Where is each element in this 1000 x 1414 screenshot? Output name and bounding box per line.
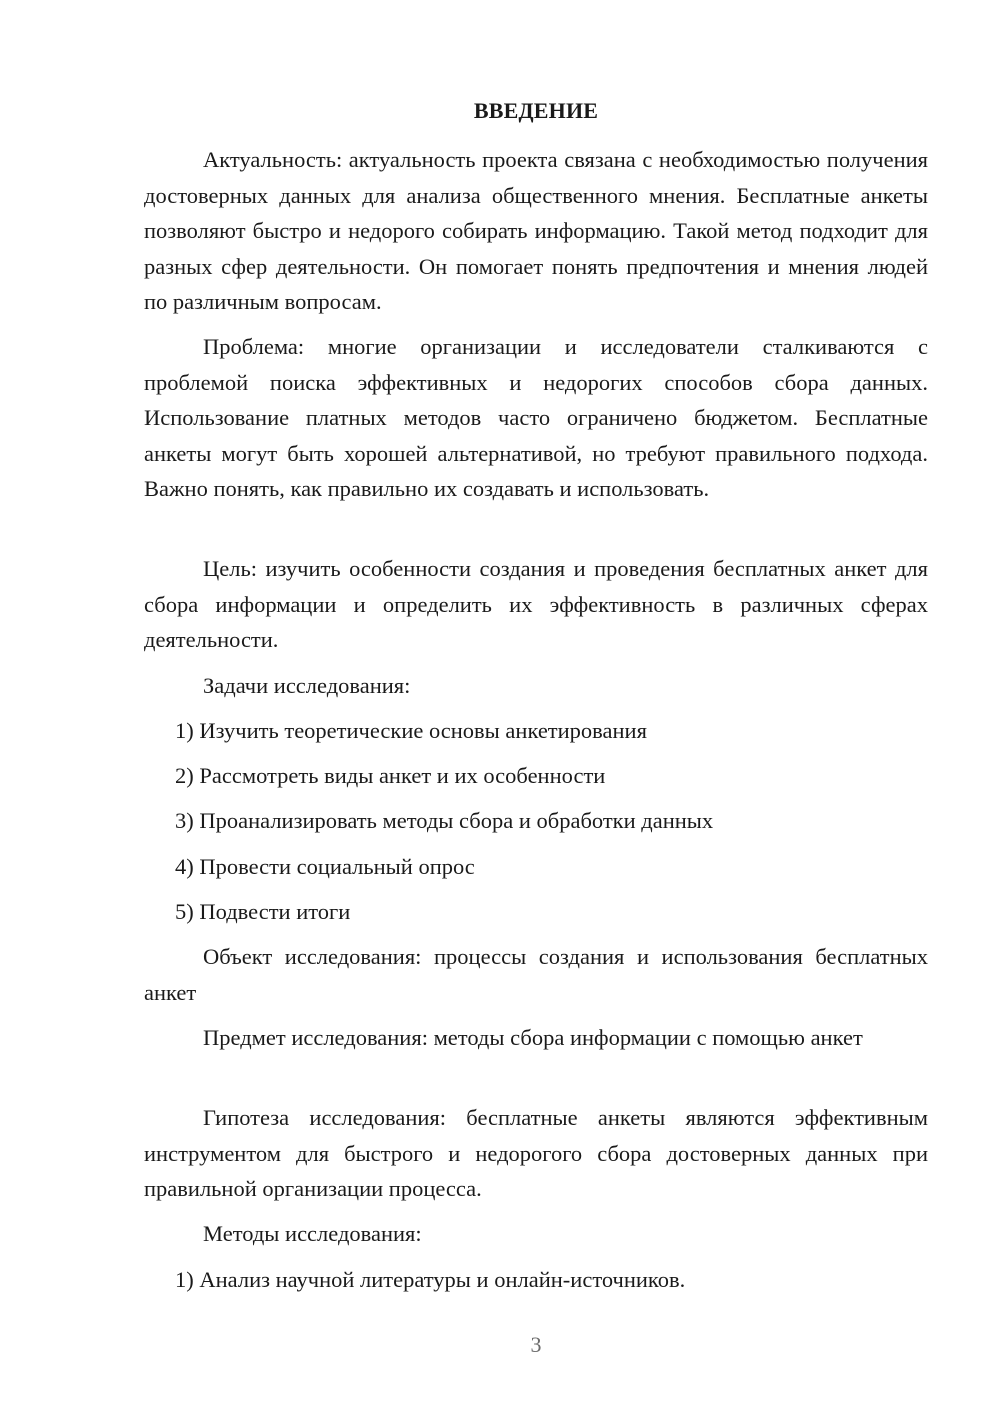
task-item-5: 5) Подвести итоги <box>175 899 351 924</box>
tasks-heading: Задачи исследования: <box>203 673 411 698</box>
page-number: 3 <box>530 1332 542 1357</box>
methods-heading: Методы исследования: <box>203 1221 422 1246</box>
subject-paragraph: Предмет исследования: методы сбора информации с помощью анкет <box>203 1025 863 1050</box>
task-item-2: 2) Рассмотреть виды анкет и их особенности <box>175 763 606 788</box>
task-item-3: 3) Проанализировать методы сбора и обработки данных <box>175 808 714 833</box>
task-item-1: 1) Изучить теоретические основы анкетирования <box>175 718 647 743</box>
hypothesis-paragraph: Гипотеза исследования: бесплатные анкеты являются эффективным инструментом для быстрого и недорогого сбора достоверных данных при правильной организации процесса. <box>144 1105 928 1202</box>
problem-paragraph: Проблема: многие организации и исследователи сталкиваются с проблемой поиска эффективных и недорогих способов сбора данных. Использование платных методов часто ограничено бюджетом. Бесплатные анкеты могут быть хорошей альтернативой, но требуют правильного подхода. Важно понять, как правильно их создавать и использовать. <box>144 334 928 502</box>
object-paragraph: Объект исследования: процессы создания и использования бесплатных анкет <box>144 944 928 1005</box>
task-item-4: 4) Провести социальный опрос <box>175 854 475 879</box>
method-item-1: 1) Анализ научной литературы и онлайн-источников. <box>175 1267 686 1292</box>
section-title: ВВЕДЕНИЕ <box>473 98 599 123</box>
relevance-paragraph: Актуальность: актуальность проекта связана с необходимостью получения достоверных данных для анализа общественного мнения. Бесплатные анкеты позволяют быстро и недорого собирать информацию. Такой метод подходит для разных сфер деятельности. Он помогает понять предпочтения и мнения людей по различным вопросам. <box>144 147 928 315</box>
goal-paragraph: Цель: изучить особенности создания и проведения бесплатных анкет для сбора информации и определить их эффективность в различных сферах деятельности. <box>144 556 928 653</box>
